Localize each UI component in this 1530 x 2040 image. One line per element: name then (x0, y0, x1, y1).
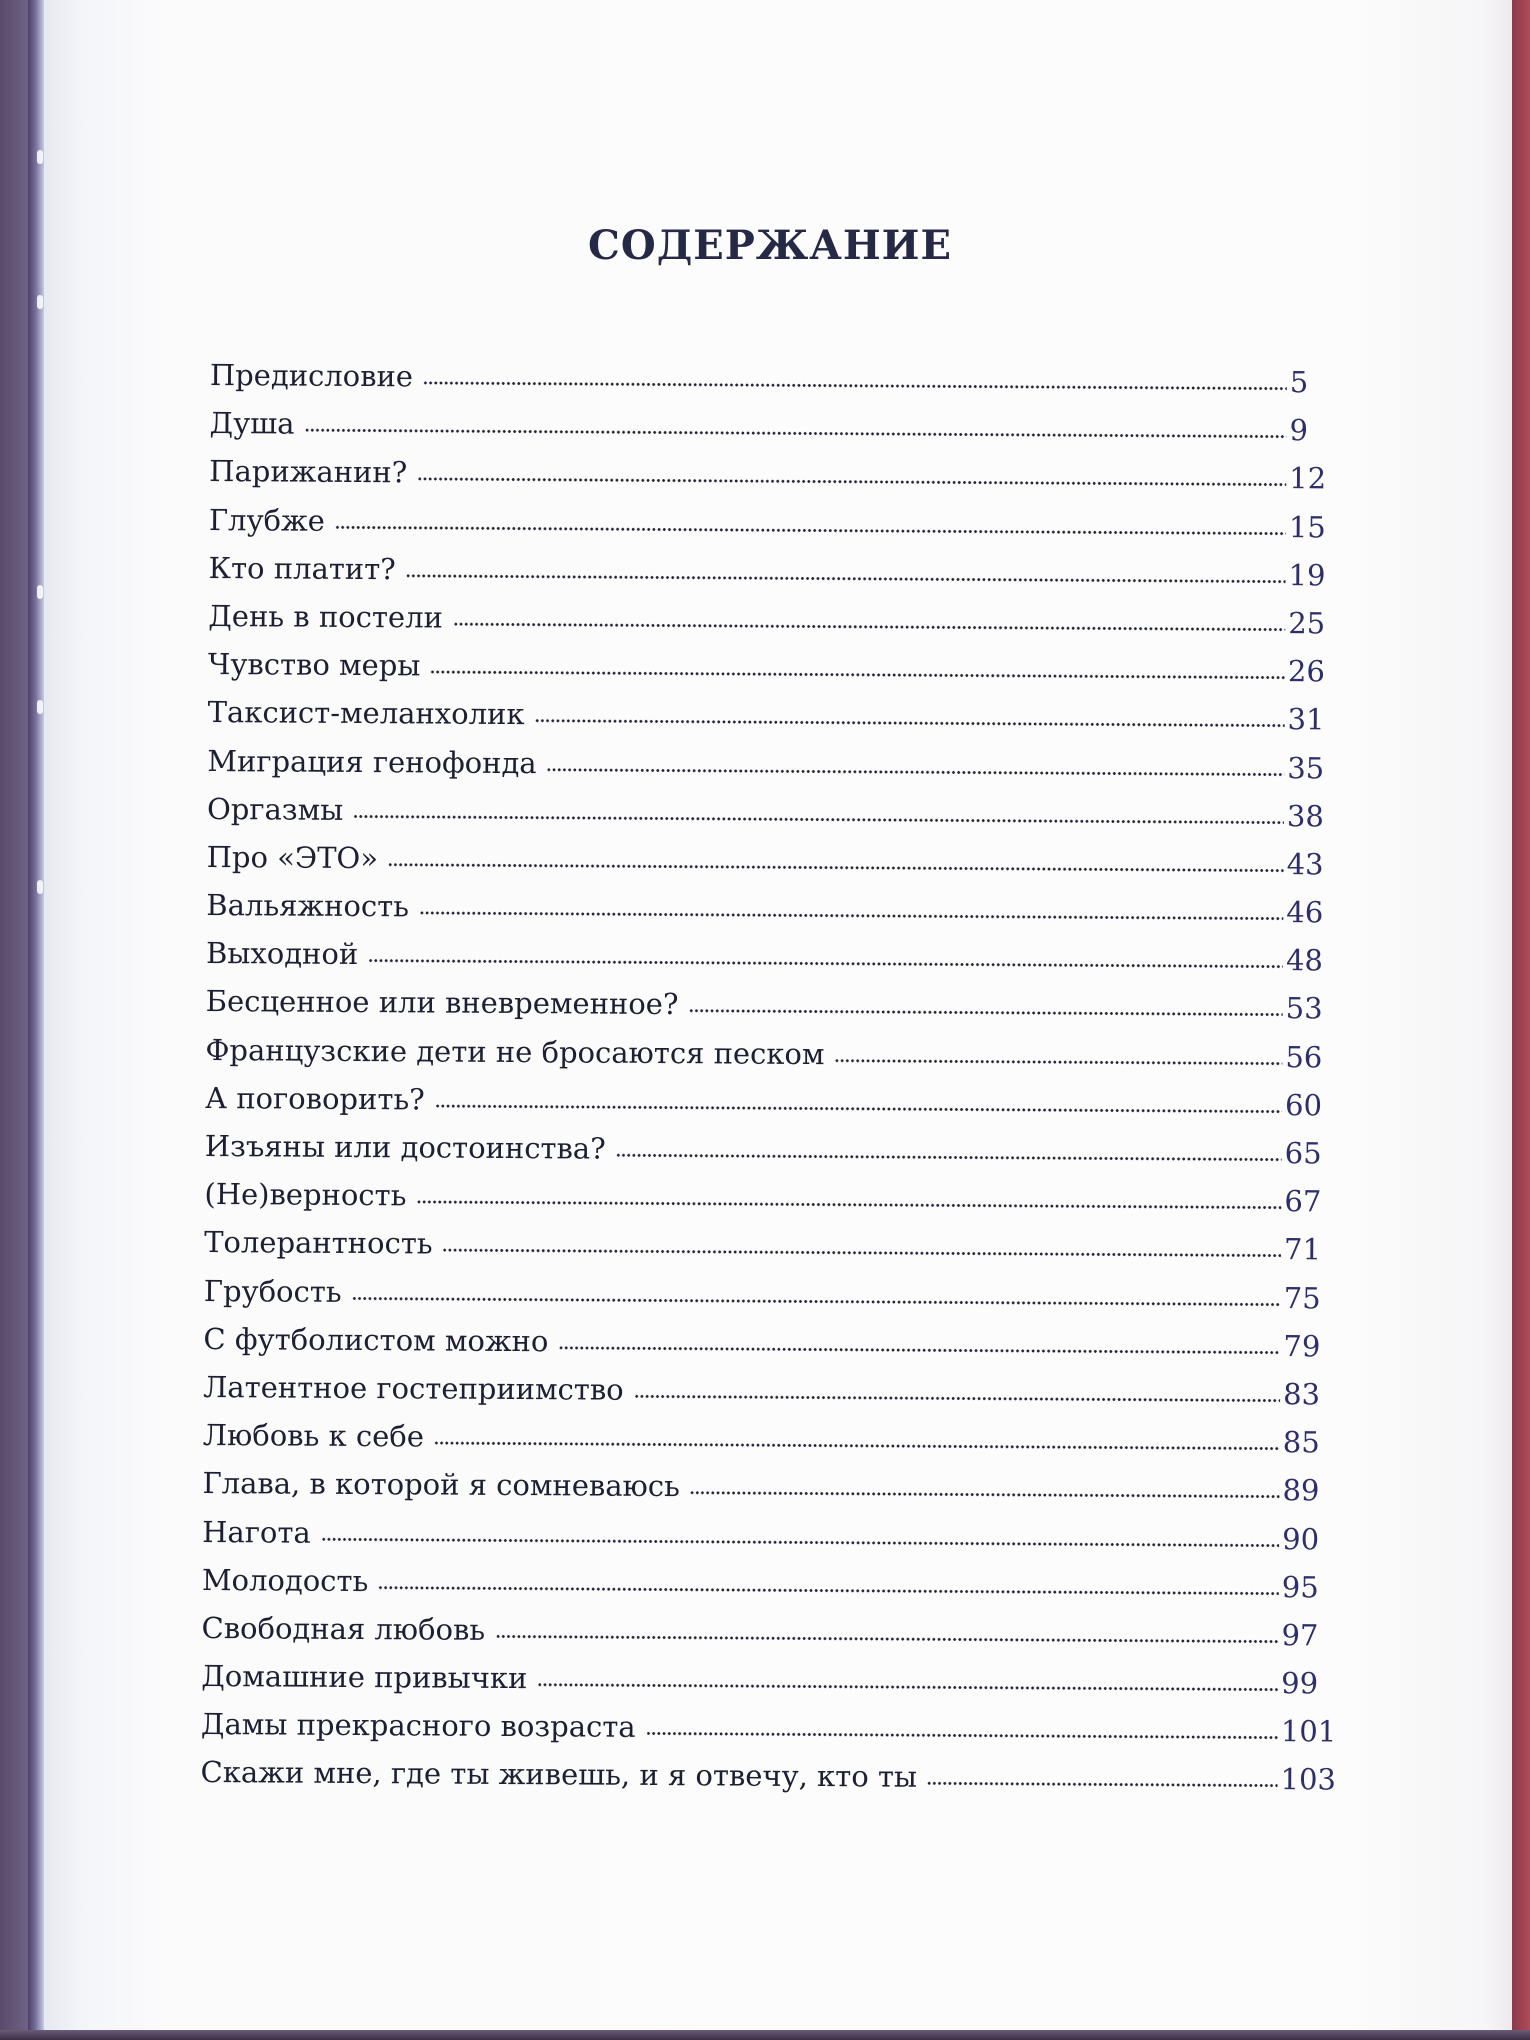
toc-entry-title: Дамы прекрасного возраста (200, 1707, 636, 1745)
toc-entry-title: (Не)верность (204, 1177, 407, 1213)
toc-page-number: 95 (1281, 1569, 1319, 1605)
toc-leader-dots (352, 1282, 1281, 1308)
toc-leader-dots (495, 1620, 1279, 1645)
toc-leader-dots (688, 995, 1282, 1019)
binding-stitch (37, 150, 43, 164)
toc-entry-title: Парижанин? (209, 454, 408, 490)
toc-entry-title: Таксист-меланхолик (207, 695, 525, 732)
toc-entry-title: Оргазмы (206, 791, 344, 827)
toc-entry-title: Домашние привычки (201, 1659, 528, 1696)
toc-page-number: 75 (1283, 1280, 1321, 1315)
toc-entry[interactable] (207, 695, 1347, 751)
toc-entry[interactable] (203, 1322, 1343, 1378)
toc-page-number: 56 (1285, 1039, 1323, 1075)
toc-page-number: 9 (1289, 413, 1309, 448)
toc-entry[interactable] (200, 1755, 1340, 1811)
toc-entry[interactable] (206, 888, 1346, 944)
toc-entry-title: Толерантность (204, 1225, 433, 1261)
toc-entry-title: Кто платит? (208, 550, 396, 586)
toc-entry-title: Про «ЭТО» (206, 839, 379, 875)
binding-stitch (37, 585, 43, 599)
toc-page-number: 26 (1287, 654, 1325, 689)
toc-page-number: 15 (1288, 509, 1326, 544)
toc-leader-dots (406, 559, 1286, 585)
toc-page-number: 46 (1286, 895, 1324, 930)
toc-entry[interactable] (210, 358, 1350, 414)
toc-page-number: 38 (1286, 798, 1325, 834)
toc-leader-dots (927, 1767, 1278, 1789)
toc-entry[interactable] (208, 599, 1348, 655)
toc-entry[interactable] (202, 1466, 1342, 1522)
toc-page-number: 83 (1283, 1377, 1321, 1412)
toc-entry[interactable] (204, 1177, 1344, 1233)
toc-entry[interactable] (208, 647, 1348, 703)
toc-entry-title: Чувство меры (207, 647, 421, 683)
toc-entry-title: Вальяжность (206, 888, 410, 924)
toc-entry-title: Бесценное или вневременное? (205, 984, 679, 1022)
toc-entry-title: А поговорить? (204, 1080, 425, 1117)
toc-page-number: 85 (1282, 1425, 1320, 1460)
toc-entry-title: Скажи мне, где ты живешь, и я отвечу, кто ты (200, 1755, 918, 1795)
toc-page-number: 79 (1283, 1328, 1321, 1364)
toc-entry-title: Душа (209, 406, 295, 441)
toc-entry[interactable] (201, 1707, 1341, 1763)
toc-page-number: 60 (1284, 1087, 1323, 1123)
toc-page-number: 101 (1280, 1714, 1337, 1749)
toc-entry-title: Глава, в которой я сомневаюсь (202, 1466, 680, 1504)
toc-page-number: 99 (1281, 1666, 1319, 1701)
toc-entry-title: Глубже (208, 502, 326, 538)
toc-entry-title: Молодость (201, 1562, 369, 1598)
binding-stitch (37, 700, 43, 714)
toc-leader-dots (335, 510, 1286, 536)
toc-entry-title: Выходной (205, 936, 359, 972)
toc-entry[interactable] (208, 551, 1348, 607)
toc-entry[interactable] (204, 1225, 1344, 1281)
toc-entry[interactable] (204, 1274, 1344, 1330)
toc-leader-dots (646, 1717, 1278, 1741)
toc-page-number: 43 (1286, 847, 1324, 882)
toc-entry[interactable] (207, 792, 1347, 848)
toc-leader-dots (321, 1522, 1280, 1548)
toc-entry[interactable] (201, 1611, 1341, 1667)
toc-leader-dots (690, 1477, 1280, 1501)
toc-entry[interactable] (209, 454, 1349, 510)
toc-entry-title: Нагота (202, 1514, 311, 1550)
toc-page-number: 35 (1287, 750, 1325, 785)
toc-page-number: 31 (1287, 702, 1325, 737)
toc-leader-dots (423, 366, 1287, 392)
toc-page-number: 103 (1280, 1762, 1337, 1797)
toc-page-number: 53 (1285, 991, 1323, 1026)
toc-entry[interactable] (205, 1081, 1345, 1137)
toc-entry-title: Изъяны или достоинства? (204, 1128, 606, 1166)
toc-leader-dots (417, 463, 1286, 489)
toc-page-number: 65 (1284, 1136, 1322, 1171)
toc-leader-dots (453, 608, 1286, 634)
toc-entry-title: Латентное гостеприимство (203, 1369, 624, 1407)
toc-entry-title: Предисловие (209, 358, 414, 394)
toc-leader-dots (534, 704, 1284, 729)
toc-leader-dots (616, 1139, 1282, 1163)
toc-page-number: 48 (1285, 943, 1324, 978)
toc-entry[interactable] (205, 1033, 1345, 1089)
toc-entry-title: Миграция генофонда (207, 743, 537, 780)
toc-leader-dots (353, 800, 1284, 826)
toc-entry[interactable] (203, 1370, 1343, 1426)
toc-page-number: 25 (1288, 606, 1326, 641)
toc-leader-dots (378, 1571, 1279, 1597)
toc-leader-dots (419, 896, 1283, 922)
toc-leader-dots (368, 944, 1283, 970)
toc-entry[interactable] (201, 1659, 1341, 1715)
toc-entry-title: Грубость (203, 1273, 342, 1309)
toc-entry[interactable] (202, 1563, 1342, 1619)
toc-leader-dots (443, 1234, 1282, 1260)
toc-entry-title: Французские дети не бросаются песком (205, 1032, 825, 1071)
toc-leader-dots (834, 1044, 1282, 1067)
toc-leader-dots (430, 656, 1285, 682)
binding-stitch (37, 880, 43, 894)
toc-page-number: 89 (1282, 1473, 1320, 1508)
toc-page-number: 67 (1284, 1184, 1322, 1219)
toc-leader-dots (304, 414, 1286, 441)
toc-page-number: 5 (1289, 365, 1309, 400)
toc-leader-dots (558, 1331, 1280, 1356)
toc-leader-dots (388, 848, 1284, 874)
toc-entry-title: Любовь к себе (202, 1418, 425, 1454)
book-bottom-edge (0, 2030, 1530, 2040)
toc-entry[interactable] (206, 984, 1346, 1040)
toc-page-number: 19 (1288, 557, 1326, 593)
toc-entry[interactable] (209, 503, 1349, 559)
toc-page-number: 12 (1289, 461, 1327, 496)
toc-entry[interactable] (205, 1129, 1345, 1185)
table-of-contents (200, 358, 1350, 1811)
toc-entry[interactable] (209, 406, 1349, 462)
toc-leader-dots (634, 1380, 1281, 1404)
toc-leader-dots (547, 753, 1285, 778)
toc-entry[interactable] (203, 1418, 1343, 1474)
toc-leader-dots (537, 1668, 1278, 1693)
toc-page-number: 71 (1283, 1232, 1322, 1267)
toc-page-number: 90 (1282, 1521, 1320, 1556)
toc-entry-title: День в постели (208, 598, 444, 635)
toc-entry-title: Свободная любовь (201, 1610, 486, 1647)
toc-leader-dots (434, 1427, 1280, 1453)
toc-leader-dots (435, 1089, 1282, 1115)
toc-page-number: 97 (1281, 1618, 1319, 1653)
binding-stitch (37, 295, 43, 309)
toc-entry[interactable] (207, 743, 1347, 799)
toc-entry[interactable] (202, 1514, 1342, 1570)
toc-entry[interactable] (206, 936, 1346, 992)
toc-leader-dots (416, 1186, 1281, 1212)
page-title: СОДЕРЖАНИЕ (588, 222, 952, 269)
toc-entry-title: С футболистом можно (203, 1321, 549, 1359)
toc-entry[interactable] (206, 840, 1346, 896)
